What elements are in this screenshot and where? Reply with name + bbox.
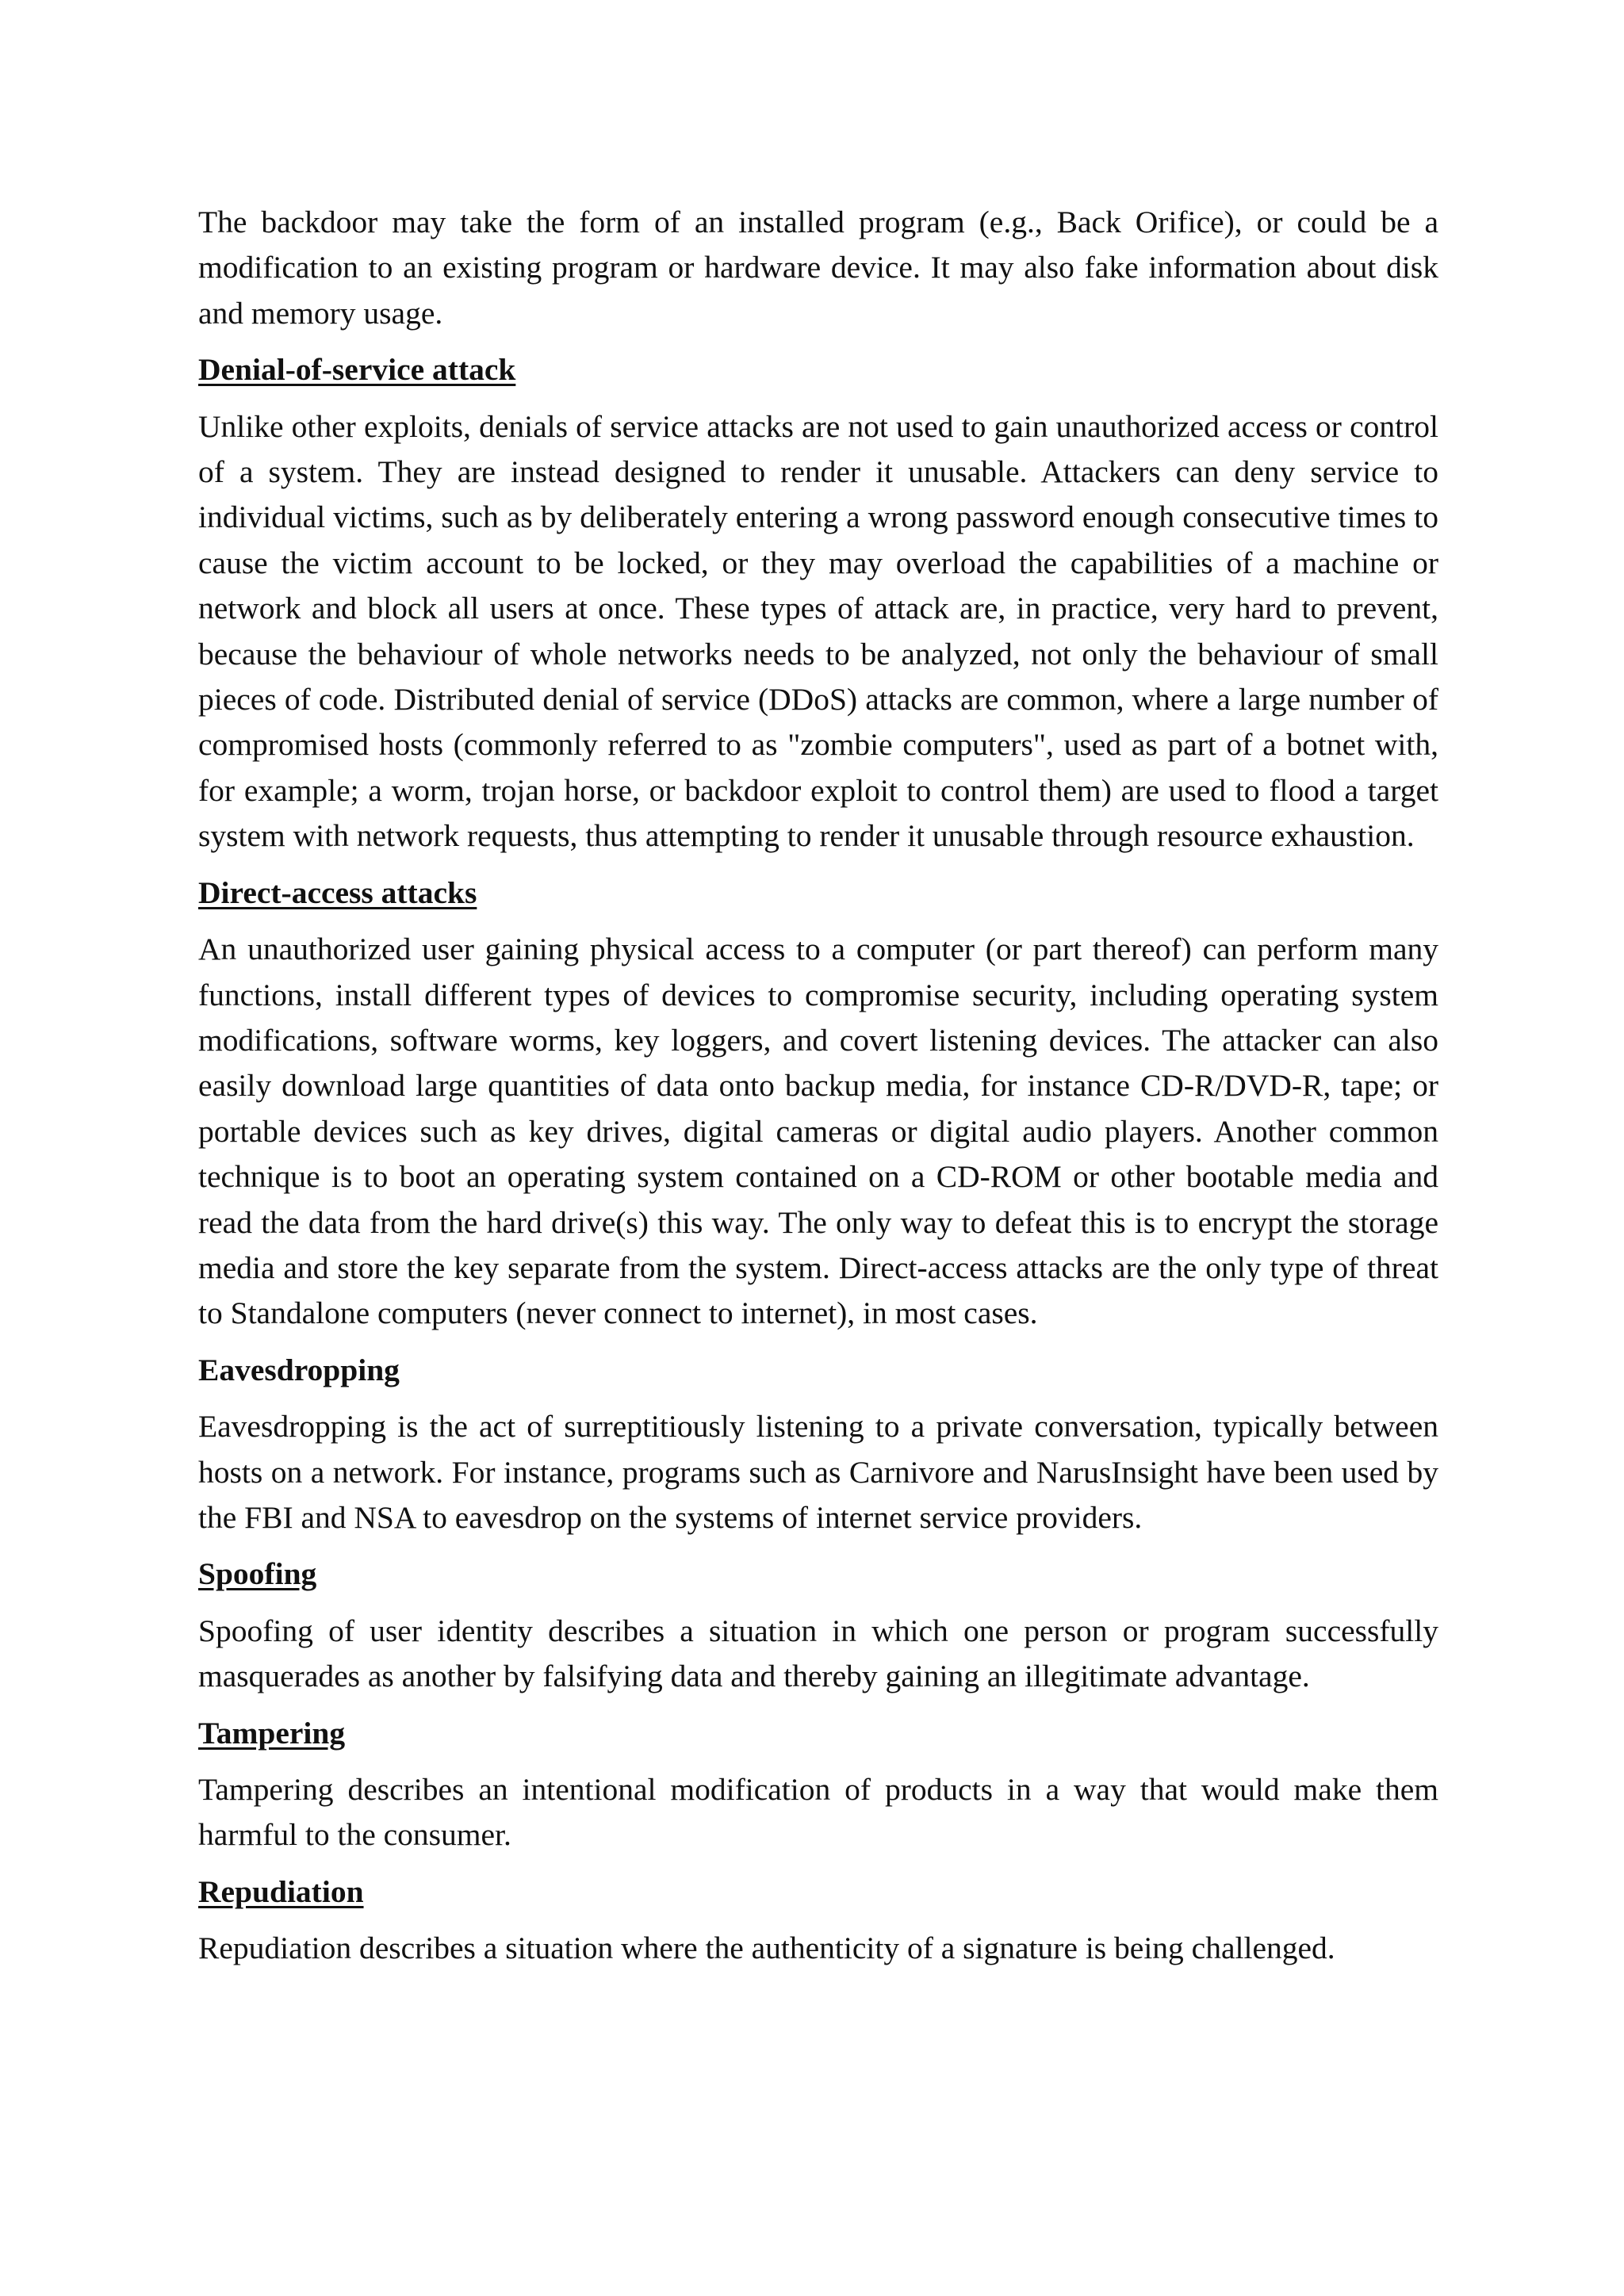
heading-repudiation: Repudiation bbox=[198, 1873, 364, 1909]
heading-direct-access: Direct-access attacks bbox=[198, 874, 477, 910]
document-page bbox=[198, 200, 1438, 1983]
paragraph-denial-of-service: Unlike other exploits, denials of service attacks are not used to gain unauthorized access or control of a system. They are instead designed to render it unusable. Attackers can deny service to individual victims, such as by deliberately entering a wrong password enough consecutive times to cause the victim account to be locked, or they may overload the capabilities of a machine or network and block all users at once. These types of attack are, in practice, very hard to prevent, because the behaviour of whole networks needs to be analyzed, not only the behaviour of small pieces of code. Distributed denial of service (DDoS) attacks are common, where a large number of compromised hosts (commonly referred to as "zombie computers", used as part of a botnet with, for example; a worm, trojan horse, or backdoor exploit to control them) are used to flood a target system with network requests, thus attempting to render it unusable through resource exhaustion. bbox=[198, 408, 1438, 854]
paragraph-spoofing: Spoofing of user identity describes a situation in which one person or program successfully masquerades as another by falsifying data and thereby gaining an illegitimate advantage. bbox=[198, 1613, 1438, 1694]
paragraph-direct-access: An unauthorized user gaining physical access to a computer (or part thereof) can perform many functions, install different types of devices to compromise security, including operating system modifications, software worms, key loggers, and covert listening devices. The attacker can also easily download large quantities of data onto backup media, for instance CD-R/DVD-R, tape; or portable devices such as key drives, digital cameras or digital audio players. Another common technique is to boot an operating system contained on a CD-ROM or other bootable media and read the data from the hard drive(s) this way. The only way to defeat this is to encrypt the storage media and store the key separate from the system. Direct-access attacks are the only type of threat to Standalone computers (never connect to internet), in most cases. bbox=[198, 932, 1438, 1331]
heading-denial-of-service: Denial-of-service attack bbox=[198, 352, 516, 388]
paragraph-tampering: Tampering describes an intentional modification of products in a way that would make them harmful to the consumer. bbox=[198, 1772, 1438, 1853]
heading-spoofing: Spoofing bbox=[198, 1556, 317, 1592]
paragraph-eavesdropping: Eavesdropping is the act of surreptitiously listening to a private conversation, typically between hosts on a network. For instance, programs such as Carnivore and NarusInsight have been used by the FBI and NSA to eavesdrop on the systems of internet service providers. bbox=[198, 1409, 1438, 1535]
heading-eavesdropping: Eavesdropping bbox=[198, 1352, 400, 1387]
heading-tampering: Tampering bbox=[198, 1715, 346, 1751]
paragraph-repudiation: Repudiation describes a situation where the authenticity of a signature is being challenged. bbox=[198, 1931, 1335, 1966]
intro-paragraph: The backdoor may take the form of an installed program (e.g., Back Orifice), or could be a modification to an existing program or hardware device. It may also fake information about disk and memory usage. bbox=[198, 205, 1438, 331]
